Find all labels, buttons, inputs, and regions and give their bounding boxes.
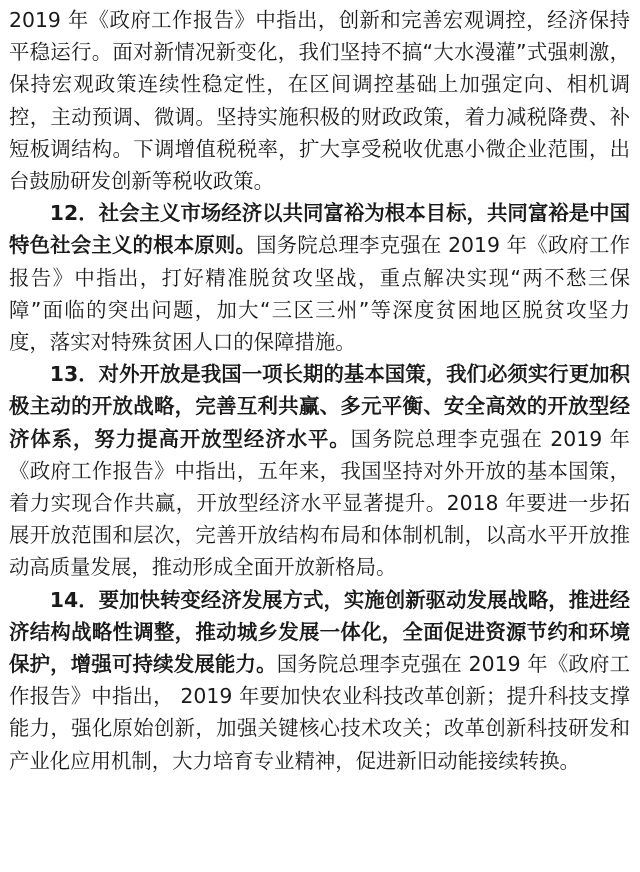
paragraph-12-heading: 12．社会主义市场经济以共同富裕为根本目标，共同富裕是中国特色社会主义的根本原则。 bbox=[9, 201, 630, 258]
paragraph-12 bbox=[9, 197, 630, 358]
paragraph-14-heading: 14．要加快转变经济发展方式，实施创新驱动发展战略，推进经济结构战略性调整，推动城乡发展一体化，全面促进资源节约和环境保护，增强可持续发展能力。 bbox=[9, 587, 630, 677]
paragraph-1-body: 2019 年《政府工作报告》中指出，创新和完善宏观调控，经济保持平稳运行。面对新情况新变化，我们坚持不搞“大水漫灌”式强刺激，保持宏观政策连续性稳定性，在区间调控基础上加强定向、相机调控，主动预调、微调。坚持实施积极的财政政策，着力减税降费、补短板调结构。下调增值税税率，扩大享受税收优惠小微企业范围，出台鼓励研发创新等税收政策。 bbox=[9, 8, 630, 194]
paragraph-1 bbox=[9, 4, 630, 197]
paragraph-14 bbox=[9, 584, 630, 777]
paragraph-13 bbox=[9, 358, 630, 583]
paragraph-13-body: 国务院总理李克强在 2019 年《政府工作报告》中指出，五年来，我国坚持对外开放的基本国策，着力实现合作共赢，开放型经济水平显著提升。2018 年要进一步拓展开放范围和层次，完善开放结构布局和体制机制，以高水平开放推动高质量发展，推动形成全面开放新格局。 bbox=[9, 426, 631, 580]
paragraph-13-heading: 13．对外开放是我国一项长期的基本国策，我们必须实行更加积极主动的开放战略，完善互利共赢、多元平衡、安全高效的开放型经济体系，努力提高开放型经济水平。 bbox=[9, 362, 630, 451]
paragraph-14-body: 国务院总理李克强在 2019 年《政府工作报告》中指出， 2019 年要加快农业科技改革创新；提升科技支撑能力，强化原始创新，加强关键核心技术攻关；改革创新科技研发和产业化应用机制，大力培育专业精神，促进新旧动能接续转换。 bbox=[9, 652, 631, 773]
paragraph-12-body: 国务院总理李克强在 2019 年《政府工作报告》中指出，打好精准脱贫攻坚战，重点解决实现“两不愁三保障”面临的突出问题，加大“三区三州”等深度贫困地区脱贫攻坚力度，落实对特殊贫困人口的保障措施。 bbox=[9, 233, 631, 355]
